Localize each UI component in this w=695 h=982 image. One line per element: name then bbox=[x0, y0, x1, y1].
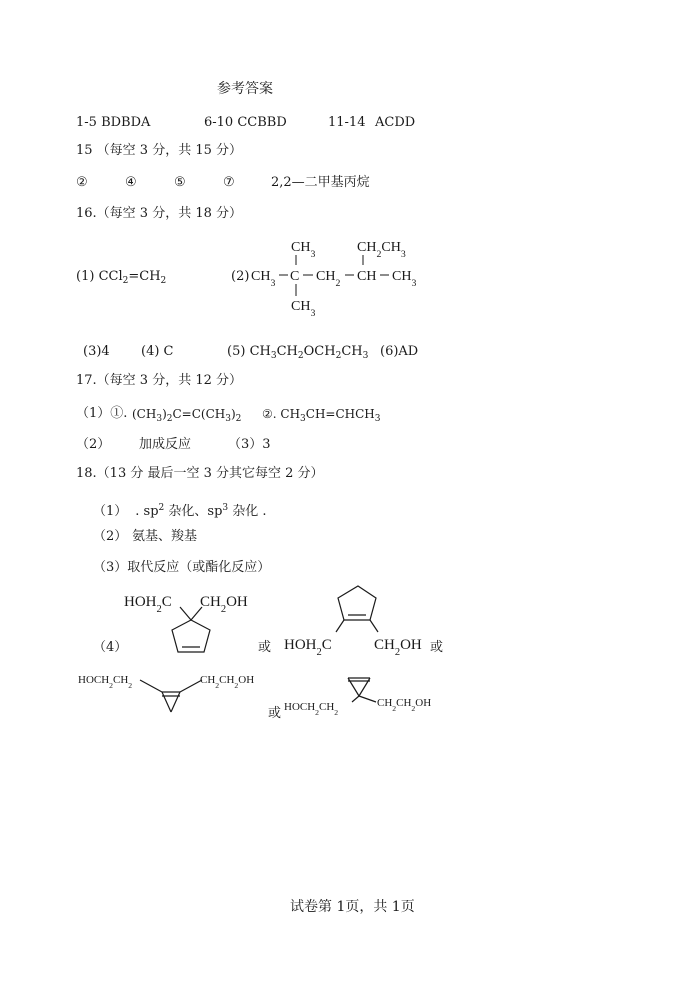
page-title: 参考答案 bbox=[217, 81, 273, 97]
struct-c: C bbox=[290, 269, 300, 284]
mc-answers-6-10: 6-10 CCBBD bbox=[204, 115, 287, 130]
s2-left-group: $HOH_2C$ bbox=[284, 637, 332, 658]
struct-ch3-top: $CH_3$ bbox=[291, 240, 316, 260]
q16-header: 16.（每空 3 分，共 18 分） bbox=[76, 206, 243, 221]
q16-structural-formula bbox=[250, 230, 430, 320]
q15-header: 15 （每空 3 分，共 15 分） bbox=[76, 143, 243, 158]
q18-part1-end: 杂化 . bbox=[228, 504, 267, 519]
q18-part2-answer: 氨基、羧基 bbox=[132, 529, 198, 544]
q16-part5: (5) $CH_3CH_2OCH_2CH_3$ bbox=[227, 344, 369, 361]
q18-part4-label: （4） bbox=[93, 640, 128, 655]
or-label-1: 或 bbox=[258, 640, 272, 655]
q17-part1-answer-a: $(CH_3)_2C=C(CH_3)_2$ bbox=[132, 407, 242, 424]
q15-answer-5: 2,2—二甲基丙烷 bbox=[271, 175, 370, 190]
page-footer: 试卷第 1页，共 1页 bbox=[290, 899, 415, 915]
q16-part6: (6)AD bbox=[380, 344, 419, 359]
q15-answer-3: ⑤ bbox=[174, 175, 186, 190]
q16-part3: (3)4 bbox=[83, 344, 110, 359]
q18-header: 18.（13 分 最后一空 3 分其它每空 2 分） bbox=[76, 466, 324, 481]
q16-part1: (1) $CCl_2=CH_2$ bbox=[76, 269, 167, 286]
q15-answer-2: ④ bbox=[125, 175, 137, 190]
mc-range-11-14: 11-14 bbox=[328, 115, 366, 130]
s3-left-group: $HOCH_2CH_2$ bbox=[78, 674, 133, 690]
q18-part1-sup2: 2 bbox=[158, 503, 165, 513]
q18-part1-mid: 杂化、sp bbox=[164, 504, 223, 519]
s1-right-group: $CH_2OH$ bbox=[200, 594, 248, 615]
q18-part1-sp: . sp bbox=[135, 504, 159, 519]
q18-structure-3 bbox=[76, 668, 276, 723]
q15-answer-1: ② bbox=[76, 175, 88, 190]
struct-ch3-left: $CH_3$ bbox=[251, 269, 276, 289]
q15-answer-4: ⑦ bbox=[223, 175, 235, 190]
or-label-3: 或 bbox=[268, 706, 282, 721]
q18-part1-sup3: 3 bbox=[222, 503, 229, 513]
s1-left-group: $HOH_2C$ bbox=[124, 594, 172, 615]
mc-answers-11-14: ACDD bbox=[375, 115, 416, 130]
q17-part2-label: （2） bbox=[76, 437, 111, 452]
q18-part1 bbox=[93, 500, 267, 520]
struct-ch3-bottom: $CH_3$ bbox=[291, 299, 316, 319]
q16-part2-label: (2) bbox=[231, 269, 250, 284]
q17-part1-answer-b: ②. $CH_3CH=CHCH_3$ bbox=[262, 407, 381, 424]
s3-right-group: $CH_2CH_2OH$ bbox=[200, 674, 255, 690]
struct-ch2ch3: $CH_2CH_3$ bbox=[357, 240, 406, 260]
struct-ch3-right: $CH_3$ bbox=[392, 269, 417, 289]
struct-ch2: $CH_2$ bbox=[316, 269, 341, 289]
q18-part3: （3）取代反应（或酯化反应） bbox=[93, 560, 271, 575]
q18-part2-label: （2） bbox=[93, 529, 128, 544]
q17-part3: （3）3 bbox=[228, 437, 271, 452]
q17-part1-prefix: （1）①. bbox=[76, 406, 128, 421]
or-label-2: 或 bbox=[430, 640, 444, 655]
q18-structure-1 bbox=[118, 585, 268, 660]
q18-part1-label: （1） bbox=[93, 504, 128, 519]
q18-structure-4 bbox=[282, 672, 452, 717]
q18-structure-2 bbox=[282, 580, 432, 658]
struct-ch: CH bbox=[357, 269, 377, 284]
q16-part4: (4) C bbox=[141, 344, 174, 359]
s4-left-group: $HOCH_2CH_2$ bbox=[284, 701, 339, 717]
s4-right-group: $CH_2CH_2OH$ bbox=[377, 697, 432, 713]
mc-answers-1-5: 1-5 BDBDA bbox=[76, 115, 151, 130]
s2-right-group: $CH_2OH$ bbox=[374, 637, 422, 658]
q17-part2-answer: 加成反应 bbox=[139, 437, 192, 452]
q17-header: 17.（每空 3 分，共 12 分） bbox=[76, 373, 243, 388]
